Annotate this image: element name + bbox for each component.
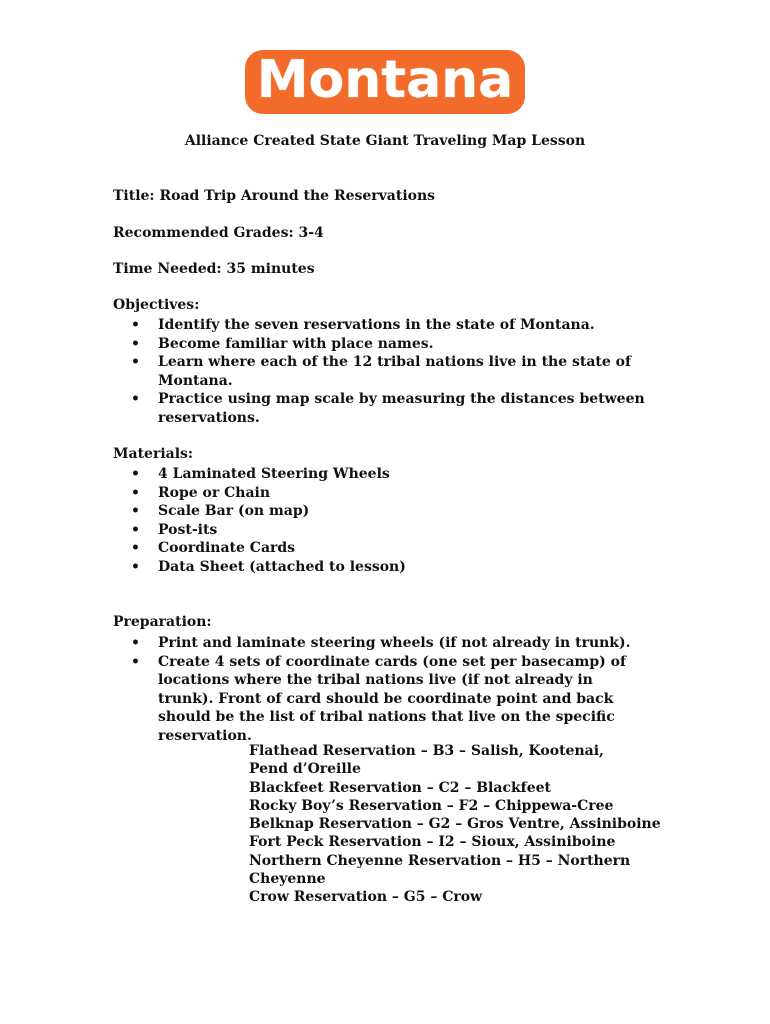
bullet-icon: • — [131, 317, 140, 333]
bullet-icon: • — [131, 521, 140, 538]
recommended-grades: Recommended Grades: 3-4 — [113, 225, 324, 241]
document-subtitle: Alliance Created State Giant Traveling Map Lesson — [184, 133, 586, 149]
list-item: Rocky Boy’s Reservation – F2 – Chippewa-Cree — [249, 797, 614, 814]
list-item: • Scale Bar (on map) — [131, 503, 310, 519]
montana-logo — [0, 50, 770, 114]
list-item: • Post-its — [131, 521, 218, 538]
preparation-heading: Preparation: — [113, 614, 212, 630]
objectives-list — [131, 316, 651, 427]
bullet-icon: • — [131, 335, 140, 352]
bullet-icon: • — [131, 635, 140, 651]
list-item: • Data Sheet (attached to lesson) — [131, 558, 406, 575]
list-item: Flathead Reservation – B3 – Salish, Kootenai, Pend d’Oreille — [249, 743, 604, 778]
list-item: Fort Peck Reservation – I2 – Sioux, Assiniboine — [249, 834, 616, 851]
preparation-list — [131, 634, 651, 745]
list-item: Blackfeet Reservation – C2 – Blackfeet — [249, 779, 551, 796]
list-item: • Create 4 sets of coordinate cards (one set per basecamp) of locations where the tribal nations live (if not already in trunk). Front of card should be coordinate point and back should be the list of tribal nations that live on the specific reservation. — [131, 653, 627, 744]
time-needed: Time Needed: 35 minutes — [113, 261, 315, 277]
bullet-icon: • — [131, 354, 140, 370]
list-item: • Become familiar with place names. — [131, 335, 434, 352]
list-item: • Learn where each of the 12 tribal nations live in the state of Montana. — [131, 354, 632, 389]
materials-list — [131, 465, 691, 576]
bullet-icon: • — [131, 391, 140, 407]
bullet-icon: • — [131, 503, 140, 519]
objectives-heading: Objectives: — [113, 297, 200, 313]
reservation-list — [249, 742, 679, 907]
list-item: • Practice using map scale by measuring the distances between reservations. — [131, 391, 645, 426]
lesson-title: Title: Road Trip Around the Reservations — [113, 188, 436, 204]
list-item: • Coordinate Cards — [131, 540, 296, 556]
list-item: • Rope or Chain — [131, 484, 271, 501]
list-item: • 4 Laminated Steering Wheels — [131, 466, 390, 482]
bullet-icon: • — [131, 484, 140, 501]
list-item: • Identify the seven reservations in the state of Montana. — [131, 317, 595, 333]
bullet-icon: • — [131, 653, 140, 670]
bullet-icon: • — [131, 558, 140, 575]
list-item: • Print and laminate steering wheels (if not already in trunk). — [131, 635, 631, 651]
list-item: Crow Reservation – G5 – Crow — [249, 889, 483, 906]
logo-text: Montana — [245, 50, 526, 114]
bullet-icon: • — [131, 466, 140, 482]
bullet-icon: • — [131, 540, 140, 556]
list-item: Belknap Reservation – G2 – Gros Ventre, Assiniboine — [249, 816, 661, 833]
materials-heading: Materials: — [113, 446, 194, 462]
list-item: Northern Cheyenne Reservation – H5 – Northern Cheyenne — [249, 852, 631, 888]
